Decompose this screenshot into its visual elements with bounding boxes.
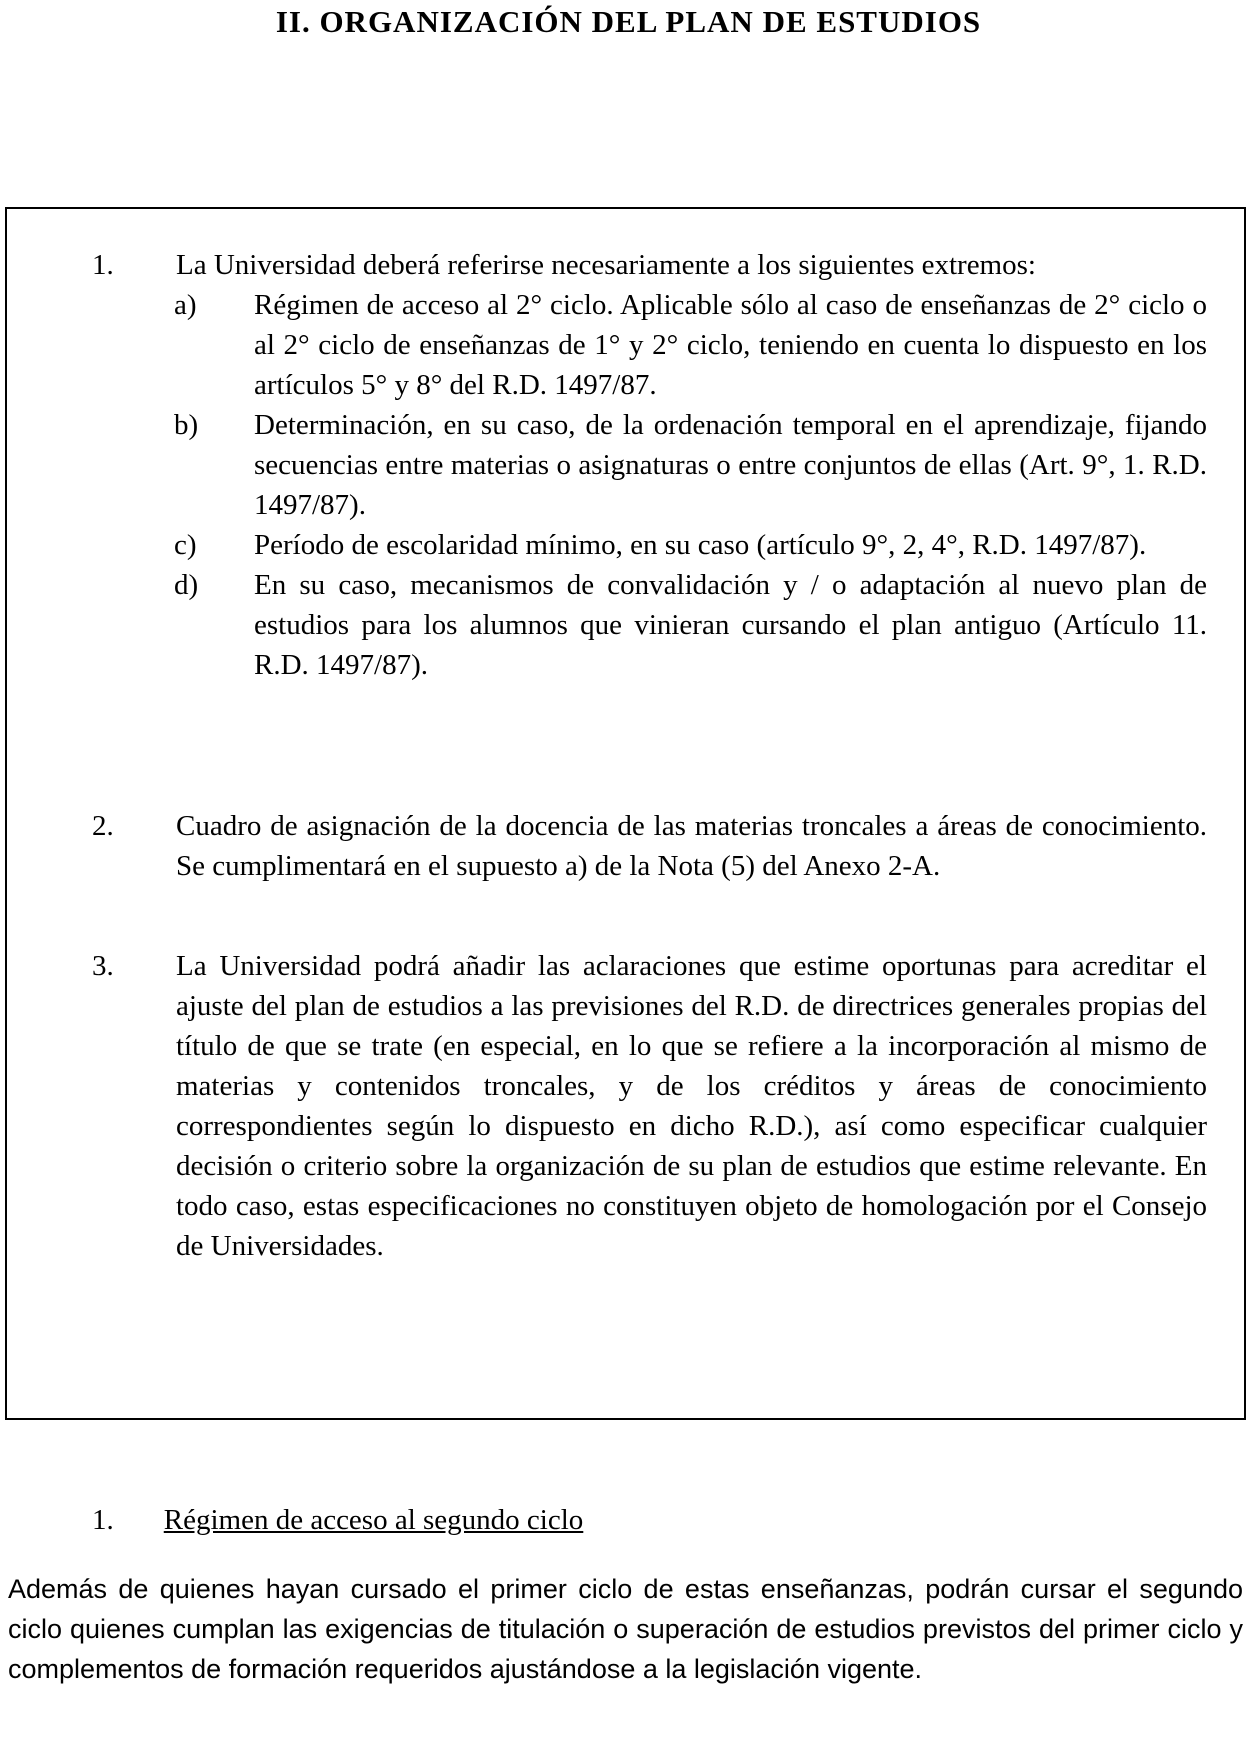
box-item-1: [94, 245, 1207, 685]
box-item-3: [94, 946, 1207, 1266]
subitem-letter: d): [174, 569, 199, 601]
subitem-b: [174, 405, 1207, 525]
section-number: 1.: [92, 1504, 114, 1536]
section-title: Régimen de acceso al segundo ciclo: [163, 1504, 584, 1536]
subitem-letter: b): [174, 409, 199, 441]
item-text: La Universidad podrá añadir las aclaraciones que estime oportunas para acreditar el ajuste del plan de estudios a las previsiones del R.D. de directrices generales propias del título de que se trate (en especial, en lo que se refiere a la incorporación al mismo de materias y contenidos troncales, y de los créditos y áreas de conocimiento correspondientes según lo dispuesto en dicho R.D.), así como especificar cualquier decisión o criterio sobre la organización de su plan de estudios que estime relevante. En todo caso, estas especificaciones no constituyen objeto de homologación por el Consejo de Universidades.: [176, 950, 1207, 1262]
item-number: 2.: [92, 810, 114, 842]
box-item-2: [94, 806, 1207, 886]
subitem-text: En su caso, mecanismos de convalidación y / o adaptación al nuevo plan de estudios para los alumnos que vinieran cursando el plan antiguo (Artículo 11. R.D. 1497/87).: [254, 569, 1207, 681]
subitem-d: [174, 565, 1207, 685]
item-intro: La Universidad deberá referirse necesariamente a los siguientes extremos:: [176, 249, 1036, 281]
subitem-letter: c): [174, 529, 197, 561]
subitem-c: [174, 525, 1207, 565]
subitem-text: Régimen de acceso al 2° ciclo. Aplicable sólo al caso de enseñanzas de 2° ciclo o al 2° ciclo de enseñanzas de 1° y 2° ciclo, teniendo en cuenta lo dispuesto en los artículos 5° y 8° del R.D. 1497/87.: [254, 289, 1207, 401]
subitem-letter: a): [174, 289, 197, 321]
subitem-a: [174, 285, 1207, 405]
item-number: 3.: [92, 950, 114, 982]
section-paragraph: Además de quienes hayan cursado el primer ciclo de estas enseñanzas, podrán cursar el segundo ciclo quienes cumplan las exigencias de titulación o superación de estudios previstos del primer ciclo y complementos de formación requeridos ajustándose a la legislación vigente.: [8, 1574, 1243, 1684]
item-text: Cuadro de asignación de la docencia de las materias troncales a áreas de conocimiento. Se cumplimentará en el supuesto a) de la Nota (5) del Anexo 2-A.: [176, 810, 1207, 882]
page-title: II. ORGANIZACIÓN DEL PLAN DE ESTUDIOS: [275, 4, 982, 39]
section-heading: [92, 1500, 583, 1540]
subitem-text: Período de escolaridad mínimo, en su caso (artículo 9°, 2, 4°, R.D. 1497/87).: [254, 529, 1147, 561]
item-number: 1.: [92, 249, 114, 281]
subitem-text: Determinación, en su caso, de la ordenación temporal en el aprendizaje, fijando secuencias entre materias o asignaturas o entre conjuntos de ellas (Art. 9°, 1. R.D. 1497/87).: [254, 409, 1207, 521]
